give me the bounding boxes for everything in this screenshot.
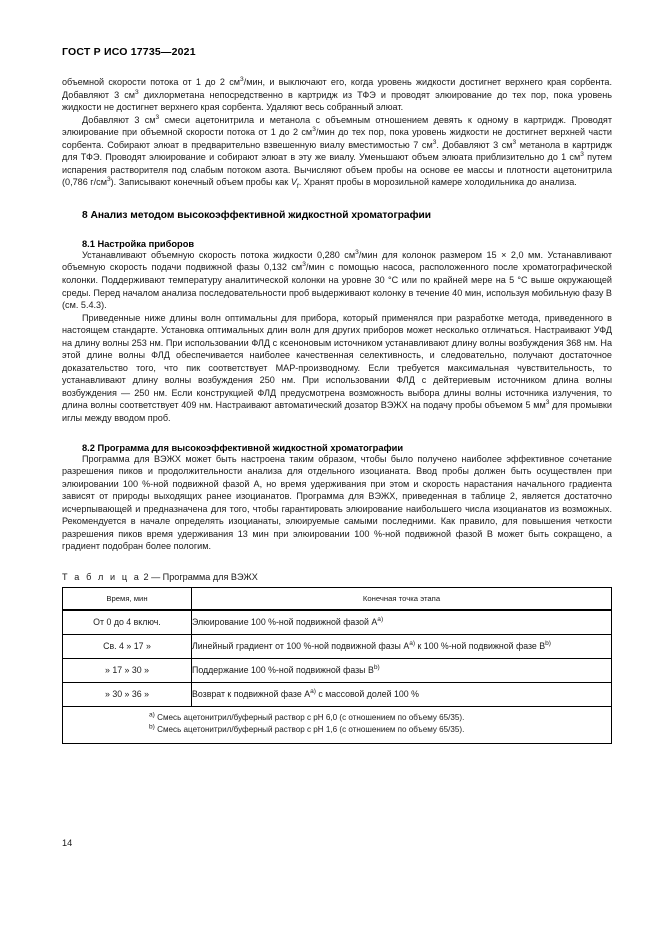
page-content bbox=[62, 46, 612, 744]
table-row bbox=[63, 634, 612, 658]
superscript-cubic-8: 3 bbox=[106, 176, 111, 184]
paragraph-2 bbox=[62, 114, 612, 189]
symbol-volume-final: V bbox=[290, 177, 297, 188]
s81-p2-text-a: Приведенные ниже длины волн оптимальны для прибора, который применялся при разработке метода, приведенного в настоящем стандарте. Установка оптимальных длин волн для других приборов может несколько отличаться. Настраивают УФД на длину волны 253 нм. При использовании ФЛД с ксеноновым источником устанавливают длину волны возбуждения 368 нм. На этой длине волны ФЛД обеспечивается наиболее качественная селективность, и следовательно, получают достаточное доказательство того, что пик соответствует МАР-производному. Если требуется максимальная чувствительность, то устанавливают длину волны возбуждения 250 нм. При использовании ФЛД с дейтериевым источником длина волны возбуждения — 250 нм. Если конструкцией ФЛД предусмотрена возможность выбора длины волны источника излучения, то длина волны соответствует 409 нм. Настраивают автоматический дозатор ВЭЖХ на подачу пробы объемом 5 мм bbox=[62, 312, 612, 411]
table-caption-text: — Программа для ВЭЖХ bbox=[151, 571, 258, 582]
section-8-2-paragraph-1: Программа для ВЭЖХ может быть настроена таким образом, чтобы было получено наиболее эффективное сочетание разрешения пиков и продолжительности анализа для отдельного изоцианата. Ввод пробы должен быть осуществлен при элюировании 100 %-ной подвижной фазой А, но время удерживания при этом и скорость нарастания начального градиента зависят от природы выходящих ранее изоцианатов. Программа для ВЭЖХ, приведенная в таблице 2, является достаточно исчерпывающей и предназначена для того, чтобы гарантировать элюирование наибольшего числа изоцианатов из возможных. Рекомендуется в начале определять изоцианаты, элюируемые самыми последними. Как правило, для повышения четкости разрешения пиков время удерживания 13 мин при элюировании 100 %-ной подвижной фазой В может быть сокращено, а градиент подобран более пологим. bbox=[62, 453, 612, 552]
section-heading-8-2: 8.2 Программа для высокоэффективной жидкостной хроматографии bbox=[82, 442, 404, 453]
superscript-cubic-3: 3 bbox=[155, 113, 160, 121]
paragraph-2-text-h: . Хранят пробы в морозильной камере холодильника до анализа. bbox=[298, 177, 577, 188]
table-row bbox=[63, 658, 612, 682]
cell-endpoint bbox=[192, 610, 612, 635]
paragraph-1 bbox=[62, 76, 612, 114]
table-notes-cell bbox=[63, 706, 612, 743]
cell-endpoint bbox=[192, 634, 612, 658]
superscript-cubic-11: 3 bbox=[545, 399, 550, 407]
cell-time: Св. 4 » 17 » bbox=[63, 634, 192, 658]
superscript-cubic-5: 3 bbox=[432, 138, 437, 146]
superscript-cubic-10: 3 bbox=[302, 261, 306, 269]
table-notes-row bbox=[63, 706, 612, 743]
paragraph-1-text-b: /мин, и выключают его, когда уровень жидкости достигнет верхнего края сорбента. Добавляют 3 см bbox=[62, 77, 612, 100]
paragraph-2-text-g: ). Записывают конечный объем пробы как bbox=[110, 177, 291, 188]
table-row bbox=[63, 682, 612, 706]
s81-p1-text-b: /мин для колонок размером 15 × 2,0 мм. Устанавливают объемную скорость подачи подвижной фазы 0,132 см bbox=[62, 249, 613, 273]
paragraph-2-text-a: Добавляют 3 см bbox=[82, 114, 156, 125]
table-caption-label: Т а б л и ц а bbox=[62, 571, 141, 582]
cell-endpoint-text-a: Поддержание 100 %-ной подвижной фазы В bbox=[192, 665, 374, 676]
table-body bbox=[63, 610, 612, 743]
s81-p1-text-c: /мин с помощью насоса, расположенного после хроматографической колонки. Поддерживают температуру аналитической колонки на уровне 30 °С или по крайней мере на 5 °С выше окружающей среды. Перед началом анализа последовательности проб выдерживают колонку в течение 40 мин, используя мобильную фазу В (см. 5.4.3). bbox=[62, 262, 612, 311]
cell-time: » 17 » 30 » bbox=[63, 658, 192, 682]
section-heading-8: 8 Анализ методом высокоэффективной жидкостной хроматографии bbox=[82, 209, 432, 221]
table-header-time: Время, мин bbox=[63, 587, 192, 610]
superscript-cubic-4: 3 bbox=[312, 126, 316, 134]
s81-p1-text-a: Устанавливают объемную скорость потока жидкости 0,280 см bbox=[82, 249, 356, 260]
table-header-row bbox=[63, 587, 612, 610]
section-8-1-paragraph-1 bbox=[62, 249, 612, 312]
superscript-cubic-9: 3 bbox=[355, 248, 359, 256]
paragraph-1-text-c: дихлорметана непосредственно в картридж из ТФЭ и проводят элюирование до тех пор, пока уровень жидкости не достигнет верхнего края сорбента. Удаляют весь собранный элюат. bbox=[62, 89, 612, 113]
footnote-ref-a: a) bbox=[409, 640, 416, 648]
paragraph-1-text-a: объемной скорости потока от 1 до 2 см bbox=[62, 77, 240, 87]
paragraph-2-text-c: /мин до тех пор, пока уровень жидкости не достигнет верхней части сорбента. Собирают элюат в предварительно взвешенную виалу вместимостью 7 см bbox=[62, 127, 613, 150]
footnote-ref-a: a) bbox=[377, 616, 384, 624]
cell-endpoint-text-b: с массовой долей 100 % bbox=[315, 689, 419, 700]
paragraph-2-text-b: смеси ацетонитрила и метанола с объемным отношением девять к одному в картридж. Проводят элюирование при объемной скорости потока от 1 до 2 см bbox=[62, 114, 612, 138]
s81-p2-text-b: для промывки иглы между вводом проб. bbox=[62, 400, 612, 424]
table-header-endpoint: Конечная точка этапа bbox=[192, 587, 612, 610]
page-number: 14 bbox=[62, 838, 73, 848]
superscript-cubic-7: 3 bbox=[580, 151, 584, 159]
table-footnote-b bbox=[63, 724, 603, 736]
cell-endpoint-text-a: Элюирование 100 %-ной подвижной фазой А bbox=[192, 617, 378, 628]
section-heading-8-1: 8.1 Настройка приборов bbox=[82, 238, 195, 249]
footnote-text-a: Смесь ацетонитрил/буферный раствор с рН 6,0 (с отношением по объему 65/35). bbox=[157, 712, 465, 722]
table-footnote-a bbox=[63, 712, 603, 724]
subscript-f: f bbox=[296, 183, 299, 191]
footnote-ref-b: b) bbox=[373, 664, 380, 672]
table-row bbox=[63, 610, 612, 635]
cell-endpoint-text-a: Линейный градиент от 100 %-ной подвижной фазы А bbox=[192, 641, 410, 652]
superscript-cubic-2: 3 bbox=[135, 88, 139, 96]
footnote-text-b: Смесь ацетонитрил/буферный раствор с рН 1,6 (с отношением по объему 65/35). bbox=[157, 725, 465, 735]
paragraph-2-text-e: метанола в картридж для ТФЭ. Проводят элюирование и собирают элюат в эту же виалу. Уменьшают объем элюата приблизительно до 1 см bbox=[62, 139, 612, 163]
superscript-cubic-1: 3 bbox=[240, 75, 244, 83]
cell-endpoint-text-a: Возврат к подвижной фазе А bbox=[192, 689, 311, 700]
table-caption-number: 2 bbox=[143, 571, 149, 582]
footnote-ref-b: b) bbox=[545, 640, 552, 648]
cell-endpoint bbox=[192, 658, 612, 682]
footnote-marker-b: b) bbox=[149, 723, 155, 731]
cell-endpoint bbox=[192, 682, 612, 706]
document-header: ГОСТ Р ИСО 17735—2021 bbox=[62, 46, 196, 58]
paragraph-2-text-d: . Добавляют 3 см bbox=[436, 139, 513, 150]
footnote-marker-a: a) bbox=[149, 711, 155, 719]
table-caption bbox=[62, 572, 612, 582]
cell-endpoint-text-b: к 100 %-ной подвижной фазе В bbox=[415, 641, 546, 652]
cell-time: От 0 до 4 включ. bbox=[63, 610, 192, 635]
hplc-program-table bbox=[62, 587, 612, 744]
cell-time: » 30 » 36 » bbox=[63, 682, 192, 706]
table-head bbox=[63, 587, 612, 610]
section-8-1-paragraph-2 bbox=[62, 312, 612, 425]
superscript-cubic-6: 3 bbox=[512, 138, 517, 146]
paragraph-2-text-f: путем испарения растворителя под слабым потоком азота. Вычисляют объем пробы на основе ее массы и плотности ацетонитрила (0,786 г/см bbox=[62, 152, 612, 188]
footnote-ref-a: a) bbox=[310, 688, 316, 696]
